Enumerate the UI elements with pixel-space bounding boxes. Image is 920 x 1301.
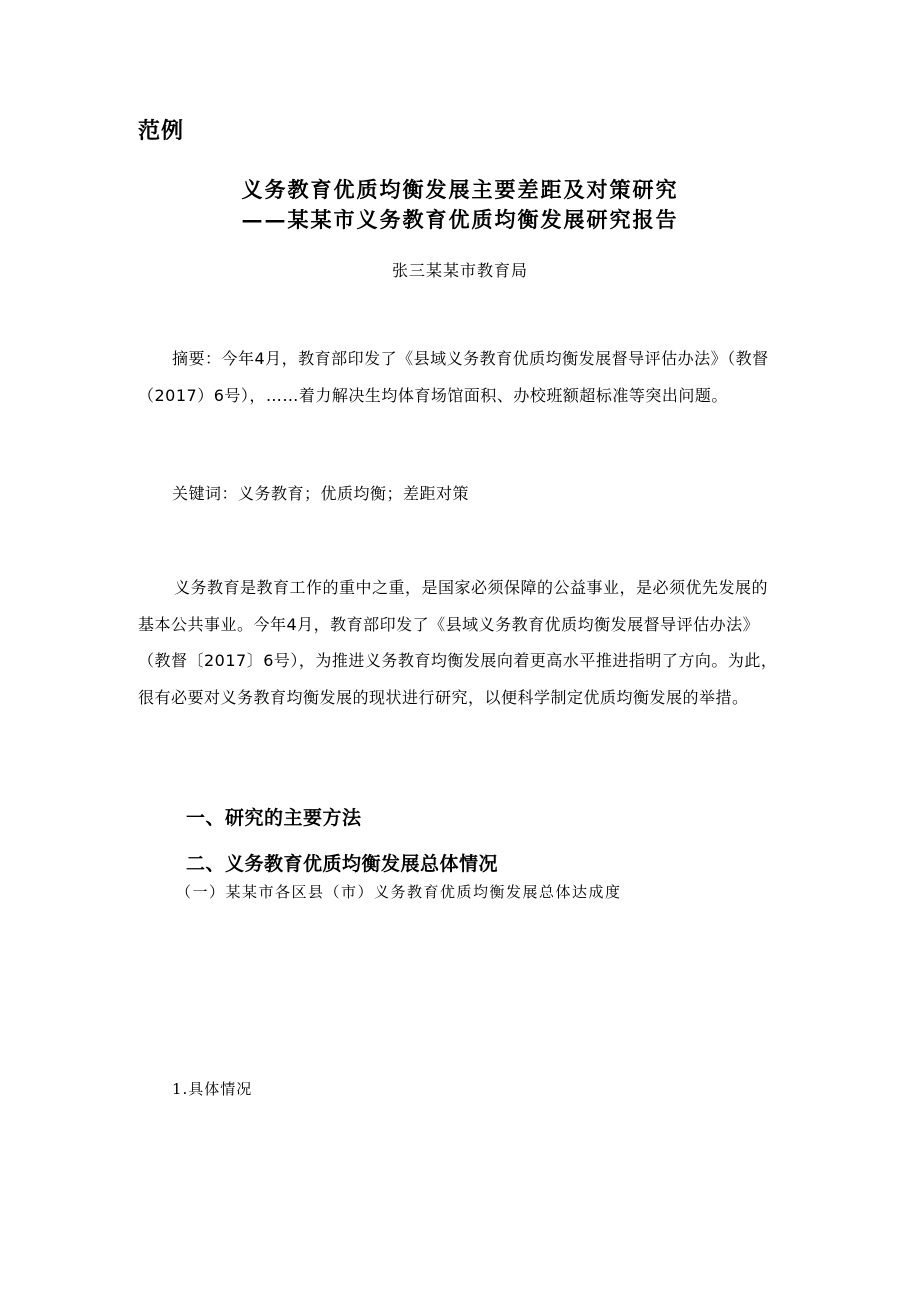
keywords-line: 关键词：义务教育；优质均衡；差距对策 (172, 484, 470, 503)
intro-paragraph: 义务教育是教育工作的重中之重，是国家必须保障的公益事业，是必须优先发展的基本公共事业。今年4月，教育部印发了《县域义务教育优质均衡发展督导评估办法》（教督〔2017〕6号），为推进义务教育均衡发展向着更高水平推进指明了方向。为此，很有必要对义务教育均衡发展的现状进行研究，以便科学制定优质均衡发展的举措。 (138, 578, 778, 707)
subsection-heading-achievement: （一）某某市各区县（市）义务教育优质均衡发展总体达成度 (176, 883, 622, 901)
document-subtitle: ——某某市义务教育优质均衡发展研究报告 (241, 207, 679, 232)
author-line: 张三某某市教育局 (391, 261, 528, 280)
abstract-paragraph: 摘要：今年4月，教育部印发了《县域义务教育优质均衡发展督导评估办法》（教督（2017）6号），……着力解决生均体育场馆面积、办校班额超标准等突出问题。 (138, 349, 769, 405)
section-heading-overview: 二、义务教育优质均衡发展总体情况 (186, 853, 499, 875)
list-item-details: 1.具体情况 (172, 1080, 253, 1098)
section-heading-methods: 一、研究的主要方法 (186, 807, 362, 829)
document-title: 义务教育优质均衡发展主要差距及对策研究 (241, 177, 679, 202)
example-label: 范例 (138, 119, 185, 144)
